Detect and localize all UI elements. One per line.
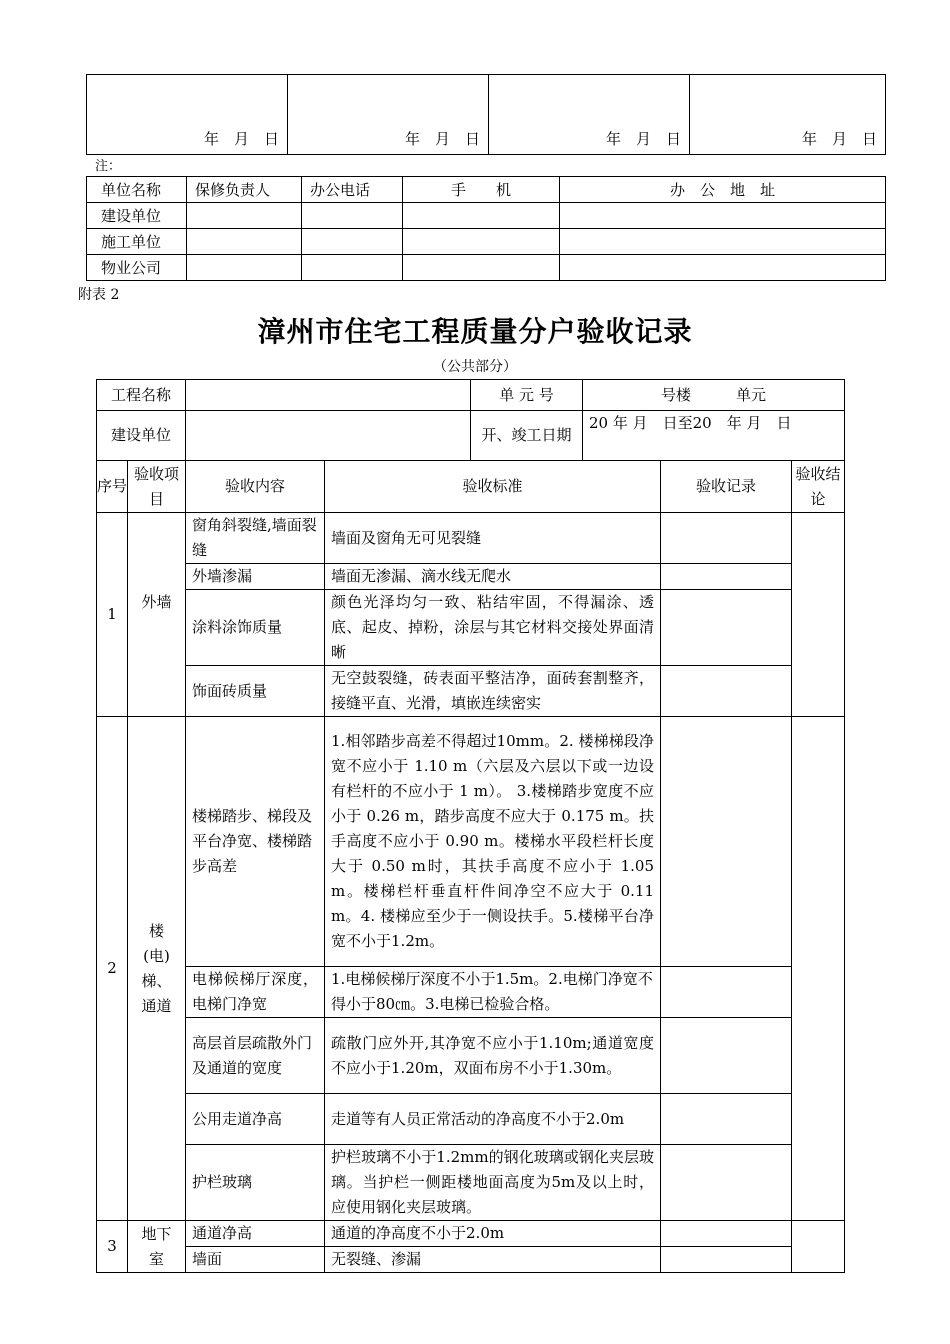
contact-header: 单位名称	[87, 177, 187, 203]
unit-no-value: 号楼 单元	[583, 380, 845, 411]
table-row	[97, 967, 845, 1018]
inspection-content: 墙面	[186, 1247, 325, 1273]
contact-cell	[302, 255, 403, 281]
inspection-content: 电梯候梯厅深度，电梯门净宽	[186, 967, 325, 1018]
contact-header: 保修负责人	[187, 177, 302, 203]
table-row	[97, 666, 845, 717]
table-row	[97, 590, 845, 666]
section-item: 外墙	[128, 513, 186, 717]
inspection-content: 楼梯踏步、梯段及平台净宽、楼梯踏步高差	[186, 717, 325, 967]
acceptance-table	[96, 379, 845, 1273]
contact-unit-name: 建设单位	[87, 203, 187, 229]
inspection-record	[661, 1145, 792, 1221]
inspection-content: 通道净高	[186, 1221, 325, 1247]
project-name-row	[97, 380, 845, 411]
inspection-record	[661, 967, 792, 1018]
contact-cell	[302, 203, 403, 229]
inspection-standard: 走道等有人员正常活动的净高度不小于2.0m	[325, 1094, 661, 1145]
inspection-record	[661, 590, 792, 666]
table-row	[97, 717, 845, 967]
inspection-record	[661, 1247, 792, 1273]
signature-date-cell	[288, 75, 489, 155]
contact-row	[87, 203, 886, 229]
contact-cell	[403, 203, 560, 229]
table-row	[97, 1018, 845, 1094]
col-item-header: 验收项目	[128, 461, 186, 513]
inspection-standard: 无裂缝、渗漏	[325, 1247, 661, 1273]
signature-date-cell	[87, 75, 288, 155]
contact-unit-name: 物业公司	[87, 255, 187, 281]
col-conclusion-header: 验收结论	[792, 461, 845, 513]
date-label: 年 月 日	[605, 130, 681, 148]
inspection-standard: 通道的净高度不小于2.0m	[325, 1221, 661, 1247]
unit-no-label: 单 元 号	[471, 380, 583, 411]
inspection-record	[661, 1094, 792, 1145]
signature-date-cell	[690, 75, 886, 155]
builder-label: 建设单位	[97, 411, 186, 461]
col-record-header: 验收记录	[661, 461, 792, 513]
contact-cell	[560, 255, 886, 281]
date-label: 年 月 日	[404, 130, 480, 148]
inspection-standard: 无空鼓裂缝，砖表面平整洁净，面砖套割整齐，接缝平直、光滑，填嵌连续密实	[325, 666, 661, 717]
col-seq-header: 序号	[97, 461, 128, 513]
contact-cell	[403, 255, 560, 281]
inspection-standard: 颜色光泽均匀一致、粘结牢固，不得漏涂、透底、起皮、掉粉，涂层与其它材料交接处界面清晰	[325, 590, 661, 666]
appendix-label: 附表 2	[78, 287, 120, 303]
contact-header: 办公电话	[302, 177, 403, 203]
inspection-content: 护栏玻璃	[186, 1145, 325, 1221]
table-row	[97, 1221, 845, 1247]
inspection-standard: 1.电梯候梯厅深度不小于1.5m。2.电梯门净宽不得小于80㎝。3.电梯已检验合格。	[325, 967, 661, 1018]
page-title: 漳州市住宅工程质量分户验收记录	[257, 315, 693, 348]
contact-cell	[187, 203, 302, 229]
table-row	[97, 1094, 845, 1145]
table-row	[97, 1145, 845, 1221]
inspection-record	[661, 717, 792, 967]
inspection-record	[661, 1221, 792, 1247]
builder-value	[186, 411, 471, 461]
inspection-content: 饰面砖质量	[186, 666, 325, 717]
inspection-content: 高层首层疏散外门及通道的宽度	[186, 1018, 325, 1094]
section-seq: 3	[97, 1221, 128, 1273]
contact-cell	[187, 229, 302, 255]
inspection-content: 涂料涂饰质量	[186, 590, 325, 666]
section-seq: 1	[97, 513, 128, 717]
section-conclusion	[792, 513, 845, 717]
project-name-value	[186, 380, 471, 411]
section-item: 地下室	[128, 1221, 186, 1273]
contact-header-row	[87, 177, 886, 203]
contact-header: 手 机	[403, 177, 560, 203]
section-conclusion	[792, 717, 845, 1221]
date-label: 年 月 日	[203, 130, 279, 148]
contact-cell	[560, 203, 886, 229]
inspection-record	[661, 666, 792, 717]
section-item: 楼(电)梯、通道	[128, 717, 186, 1221]
dates-label: 开、竣工日期	[471, 411, 583, 461]
contact-table	[86, 176, 886, 281]
table-row	[97, 1247, 845, 1273]
note-label: 注：	[95, 159, 122, 174]
inspection-content: 公用走道净高	[186, 1094, 325, 1145]
table-row	[97, 513, 845, 564]
inspection-content: 外墙渗漏	[186, 564, 325, 590]
inspection-standard: 墙面及窗角无可见裂缝	[325, 513, 661, 564]
col-standard-header: 验收标准	[325, 461, 661, 513]
contact-row	[87, 255, 886, 281]
contact-cell	[302, 229, 403, 255]
dates-value: 20 年 月 日至20 年 月 日	[583, 411, 845, 461]
column-header-row	[97, 461, 845, 513]
signature-date-cell	[489, 75, 690, 155]
inspection-standard: 护栏玻璃不小于1.2mm的钢化玻璃或钢化夹层玻璃。当护栏一侧距楼地面高度为5m及以上时，应使用钢化夹层玻璃。	[325, 1145, 661, 1221]
inspection-standard: 疏散门应外开,其净宽不应小于1.10m;通道宽度不应小于1.20m，双面布房不小于1.30m。	[325, 1018, 661, 1094]
inspection-record	[661, 513, 792, 564]
page-subtitle: （公共部分）	[433, 359, 517, 375]
signature-table	[86, 74, 886, 155]
inspection-record	[661, 564, 792, 590]
contact-row	[87, 229, 886, 255]
table-row	[97, 564, 845, 590]
inspection-standard: 墙面无渗漏、滴水线无爬水	[325, 564, 661, 590]
inspection-content: 窗角斜裂缝,墙面裂缝	[186, 513, 325, 564]
contact-header: 办 公 地 址	[560, 177, 886, 203]
inspection-standard: 1.相邻踏步高差不得超过10mm。2. 楼梯梯段净宽不应小于 1.10 m（六层及六层以下或一边设有栏杆的不应小于 1 m）。 3.楼梯踏步宽度不应小于 0.26 m，踏步高度不应大于 0.175 m。扶手高度不应小于 0.90 m。楼梯水平段栏杆长度大于 0.50 m时，其扶手高度不应小于 1.05 m。楼梯栏杆垂直杆件间净空不应大于 0.11 m。4. 楼梯应至少于一侧设扶手。5.楼梯平台净宽不小于1.2m。	[325, 717, 661, 967]
contact-cell	[187, 255, 302, 281]
date-label: 年 月 日	[801, 130, 877, 148]
section-seq: 2	[97, 717, 128, 1221]
builder-row	[97, 411, 845, 461]
col-content-header: 验收内容	[186, 461, 325, 513]
inspection-record	[661, 1018, 792, 1094]
contact-cell	[560, 229, 886, 255]
contact-cell	[403, 229, 560, 255]
project-name-label: 工程名称	[97, 380, 186, 411]
contact-unit-name: 施工单位	[87, 229, 187, 255]
section-conclusion	[792, 1221, 845, 1273]
